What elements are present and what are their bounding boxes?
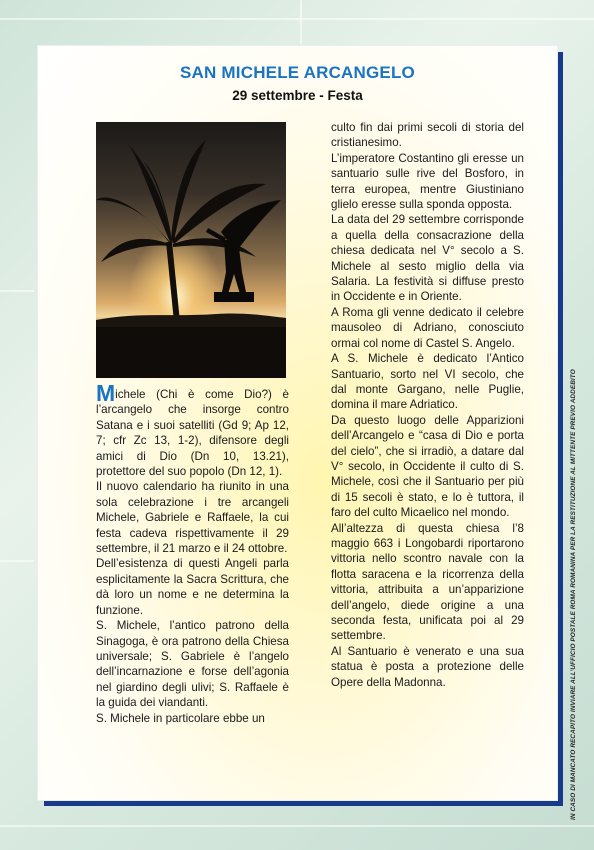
paragraph: L’imperatore Costantino gli eresse un santuario sulle rive del Bosforo, in terra europea, mentre Giustiniano glielo eresse sulla sponda opposta. <box>331 151 524 212</box>
background-line <box>0 18 594 20</box>
sunset-statue-image <box>96 122 286 378</box>
paragraph: La data del 29 settembre corrisponde a quella della consacrazione della chiesa dedicata nel V° secolo a S. Michele al sesto miglio della via Salaria. La festività si diffuse presto in Occidente e in Oriente. <box>331 213 524 304</box>
paragraph: Da questo luogo delle Apparizioni dell’Arcangelo e “casa di Dio e porta del cielo”, che si irradiò, a datare dal V° secolo, in Occidente il culto di S. Michele, così che il Santuario per più di 15 secoli è stato, e lo è tuttora, il faro del culto Micaelico nel mondo. <box>331 413 524 520</box>
background-line <box>300 0 302 44</box>
left-column <box>96 380 289 726</box>
page-card <box>38 46 557 800</box>
paragraph: A Roma gli venne dedicato il celebre mausoleo di Adriano, conosciuto ormai col nome di Castel S. Angelo. <box>331 305 524 350</box>
background-line <box>0 560 34 562</box>
paragraph: culto fin dai primi secoli di storia del cristianesimo. <box>331 121 524 150</box>
paragraph: S. Michele in particolare ebbe un <box>96 711 265 725</box>
background-line <box>0 825 594 827</box>
postal-return-note: IN CASO DI MANCATO RECAPITO INVIARE ALL’UFFICIO POSTALE ROMA ROMANINA PER LA RESTITUZIONE AL MITTENTE PREVIO ADDEBITO <box>570 369 577 820</box>
paragraph: Dell’esistenza di questi Angeli parla esplicitamente la Sacra Scrittura, che dà loro un nome e ne determina la funzione. <box>96 557 289 617</box>
paragraph: Al Santuario è venerato e una sua statua è posta a protezione delle Opere della Madonna. <box>331 644 524 689</box>
page-title: SAN MICHELE ARCANGELO <box>180 63 415 82</box>
paragraph: Il nuovo calendario ha riunito in una sola celebrazione i tre arcangeli Michele, Gabriele e Raffaele, la cui festa cadeva rispettivamente il 29 settembre, il 21 marzo e il 24 ottobre. <box>96 480 289 556</box>
paragraph: A S. Michele è dedicato l’Antico Santuario, sorto nel VI secolo, che dal monte Gargano, nelle Puglie, domina il mare Adriatico. <box>331 352 524 412</box>
page-subtitle: 29 settembre - Festa <box>232 88 363 103</box>
paragraph-text: ichele (Chi è come Dio?) è l’arcangelo che insorge contro Satana e i suoi satelliti (Gd 9; Ap 12, 7; cfr Zc 13, 1-2), difensore degli amici di Dio (Dn 10, 13.21), protettore del suo popolo (Dn 12, 1). <box>96 388 289 479</box>
saint-photo <box>96 122 286 378</box>
paragraph <box>96 380 289 479</box>
drop-cap: M <box>96 380 116 406</box>
paragraph: All’altezza di questa chiesa l’8 maggio 663 i Longobardi riportarono vittoria nello scontro navale con la flotta saracena e la ricorrenza della vittoria, attribuita a un’apparizione dell’angelo, diede origine a una seconda festa, unificata poi al 29 settembre. <box>331 521 524 643</box>
background-line <box>0 290 34 292</box>
right-column <box>331 120 524 690</box>
paragraph: S. Michele, l’antico patrono della Sinagoga, è ora patrono della Chiesa universale; S. Gabriele è l’angelo dell’incarnazione e forse dell’agonia nel giardino degli ulivi; S. Raffaele è la guida dei viandanti. <box>96 619 289 710</box>
